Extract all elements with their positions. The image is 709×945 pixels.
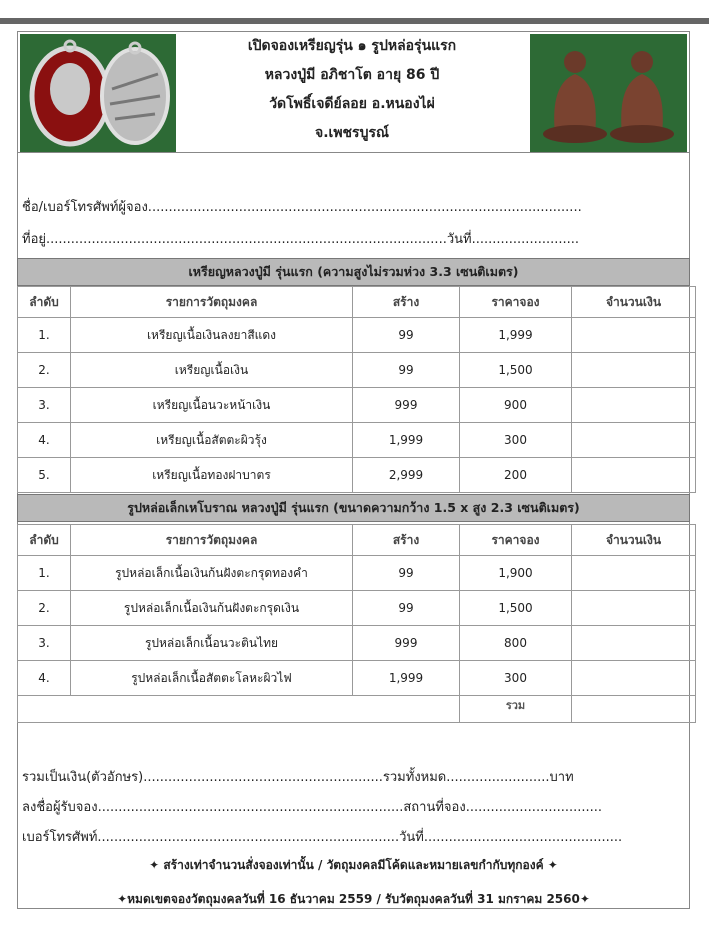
cell-item: รูปหล่อเล็กเนื้อเงินก้นฝังตะกรุดทองคำ (71, 556, 353, 591)
table-row (18, 458, 696, 493)
cell-no: 4. (18, 423, 71, 458)
col-made: สร้าง (353, 525, 460, 556)
table-row (18, 388, 696, 423)
cell-no: 5. (18, 458, 71, 493)
cell-item: เหรียญเนื้อสัตตะผิวรุ้ง (71, 423, 353, 458)
total-words-field[interactable]: รวมเป็นเงิน(ตัวอักษร)..........................................................รวมทั้งหมด.........................บาท (22, 770, 574, 785)
col-amount: จำนวนเงิน (572, 287, 696, 318)
section1-title: เหรียญหลวงปู่มี รุ่นแรก (ความสูงไม่รวมห่วง 3.3 เซนติเมตร) (17, 258, 690, 286)
cell-made: 99 (353, 556, 460, 591)
cell-price: 1,500 (460, 591, 572, 626)
cell-no: 3. (18, 388, 71, 423)
phone-field[interactable]: เบอร์โทรศัพท์.........................................................................วันที่................................................ (22, 830, 623, 845)
cell-made: 999 (353, 626, 460, 661)
cell-price: 1,900 (460, 556, 572, 591)
cell-no: 1. (18, 556, 71, 591)
cell-made: 99 (353, 353, 460, 388)
section1-table (17, 286, 696, 493)
col-amount: จำนวนเงิน (572, 525, 696, 556)
cell-item: รูปหล่อเล็กเนื้อเงินก้นฝังตะกรุดเงิน (71, 591, 353, 626)
total-amount[interactable] (572, 696, 696, 723)
cell-amount[interactable] (572, 626, 696, 661)
booker-name-field[interactable]: ชื่อ/เบอร์โทรศัพท์ผู้จอง......................................................................................................... (22, 200, 582, 215)
header-title (187, 31, 517, 148)
footer-note: ✦ สร้างเท่าจำนวนสั่งจองเท่านั้น / วัตถุมงคลมีโค้ดและหมายเลขกำกับทุกองค์ ✦ (149, 858, 558, 872)
cell-made: 1,999 (353, 423, 460, 458)
cell-price: 200 (460, 458, 572, 493)
col-no: ลำดับ (18, 525, 71, 556)
cell-price: 300 (460, 423, 572, 458)
cell-no: 2. (18, 591, 71, 626)
cell-item: เหรียญเนื้อทองฝาบาตร (71, 458, 353, 493)
table-row (18, 423, 696, 458)
cell-price: 1,500 (460, 353, 572, 388)
cell-made: 99 (353, 591, 460, 626)
table-row (18, 556, 696, 591)
cell-amount[interactable] (572, 458, 696, 493)
cell-item: เหรียญเนื้อนวะหน้าเงิน (71, 388, 353, 423)
cell-made: 1,999 (353, 661, 460, 696)
col-item: รายการวัตถุมงคล (71, 525, 353, 556)
top-divider (0, 18, 709, 24)
statue-photo (530, 34, 687, 152)
cell-item: รูปหล่อเล็กเนื้อนวะตินไทย (71, 626, 353, 661)
statue-image-icon (530, 34, 687, 152)
cell-made: 2,999 (353, 458, 460, 493)
address-field[interactable]: ที่อยู่.................................................................................................วันที่.......................... (22, 232, 580, 247)
col-price: ราคาจอง (460, 525, 572, 556)
cell-amount[interactable] (572, 388, 696, 423)
medal-photo (20, 34, 176, 152)
table-row (18, 661, 696, 696)
cell-no: 4. (18, 661, 71, 696)
title-line: วัดโพธิ์เจดีย์ลอย อ.หนองไผ่ (269, 96, 435, 112)
cell-price: 900 (460, 388, 572, 423)
cell-price: 1,999 (460, 318, 572, 353)
cell-amount[interactable] (572, 591, 696, 626)
total-label: รวม (460, 696, 572, 723)
cell-amount[interactable] (572, 353, 696, 388)
total-row (18, 696, 696, 723)
section2-table (17, 524, 696, 723)
table-row (18, 318, 696, 353)
table-row (18, 353, 696, 388)
cell-item: รูปหล่อเล็กเนื้อสัตตะโลหะผิวไฟ (71, 661, 353, 696)
receiver-signature-field[interactable]: ลงชื่อผู้รับจอง..........................................................................สถานที่จอง................................. (22, 800, 603, 815)
cell-no: 2. (18, 353, 71, 388)
cell-made: 99 (353, 318, 460, 353)
cell-amount[interactable] (572, 423, 696, 458)
cell-no: 1. (18, 318, 71, 353)
cell-amount[interactable] (572, 661, 696, 696)
col-item: รายการวัตถุมงคล (71, 287, 353, 318)
medal-image-icon (20, 34, 176, 152)
cell-price: 800 (460, 626, 572, 661)
title-line: หลวงปู่มี อภิชาโต อายุ 86 ปี (264, 67, 440, 83)
cell-made: 999 (353, 388, 460, 423)
total-spacer (18, 696, 460, 723)
cell-no: 3. (18, 626, 71, 661)
cell-item: เหรียญเนื้อเงินลงยาสีแดง (71, 318, 353, 353)
cell-amount[interactable] (572, 556, 696, 591)
table-row (18, 626, 696, 661)
col-made: สร้าง (353, 287, 460, 318)
col-price: ราคาจอง (460, 287, 572, 318)
header (17, 31, 690, 153)
title-line: เปิดจองเหรียญรุ่น ๑ รูปหล่อรุ่นแรก (247, 38, 457, 54)
section2-title: รูปหล่อเล็กเหโบราณ หลวงปู่มี รุ่นแรก (ขนาดความกว้าง 1.5 x สูง 2.3 เซนติเมตร) (17, 494, 690, 522)
cell-amount[interactable] (572, 318, 696, 353)
cell-price: 300 (460, 661, 572, 696)
title-line: จ.เพชรบูรณ์ (315, 125, 389, 141)
table-header-row (18, 525, 696, 556)
table-row (18, 591, 696, 626)
col-no: ลำดับ (18, 287, 71, 318)
table-header-row (18, 287, 696, 318)
cell-item: เหรียญเนื้อเงิน (71, 353, 353, 388)
deadline-note: ✦หมดเขตจองวัตถุมงคลวันที่ 16 ธันวาคม 2559 / รับวัตถุมงคลวันที่ 31 มกราคม 2560✦ (117, 892, 590, 906)
